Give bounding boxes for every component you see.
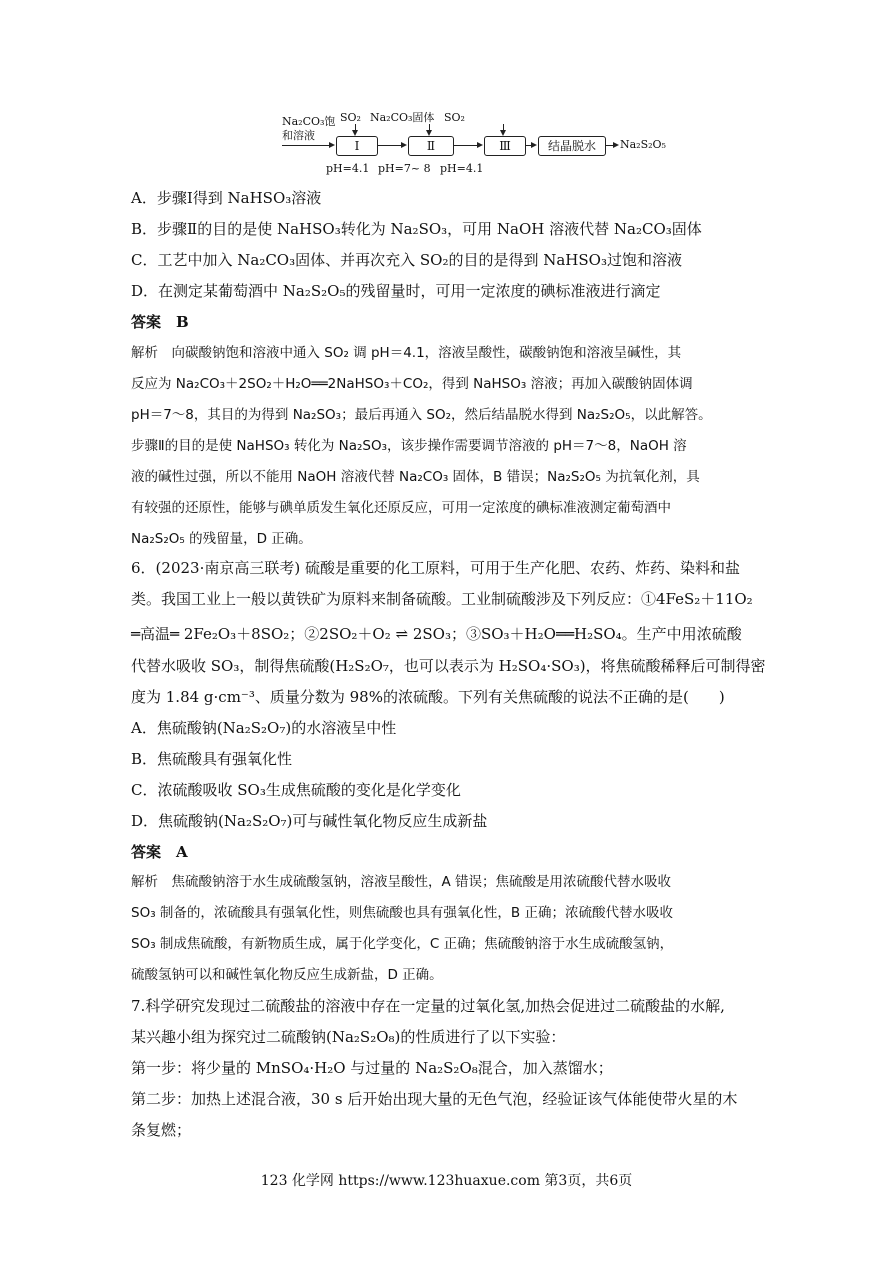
flow-step-1: Ⅰ — [336, 136, 378, 156]
option-c: C．浓硫酸吸收 SO₃生成焦硫酸的变化是化学变化 — [131, 781, 461, 799]
flow-step-2: Ⅱ — [408, 136, 454, 156]
flow-ph-label: pH=4.1 — [326, 162, 370, 175]
question-6: 类。我国工业上一般以黄铁矿为原料来制备硫酸。工业制硫酸涉及下列反应：①4FeS₂＋11O₂ — [131, 590, 753, 608]
option-c: C．工艺中加入 Na₂CO₃固体、并再次充入 SO₂的目的是得到 NaHSO₃过饱和溶液 — [131, 251, 682, 269]
flow-step-3: Ⅲ — [484, 136, 526, 156]
question-6-reactions: ═高温═ 2Fe₂O₃＋8SO₂；②2SO₂＋O₂ ⇌ 2SO₃；③SO₃＋H₂O══H₂SO₄。生产中用浓硫酸 — [131, 625, 742, 643]
analysis-line: 解析 焦硫酸钠溶于水生成硫酸氢钠，溶液呈酸性，A 错误；焦硫酸是用浓硫酸代替水吸收 — [131, 874, 672, 890]
flow-product: Na₂S₂O₅ — [620, 138, 666, 151]
option-b: B．步骤Ⅱ的目的是使 NaHSO₃转化为 Na₂SO₃，可用 NaOH 溶液代替 Na₂CO₃固体 — [131, 220, 702, 238]
process-flow-diagram — [280, 108, 666, 180]
option-a: A．焦硫酸钠(Na₂S₂O₇)的水溶液呈中性 — [131, 719, 397, 737]
analysis-line: Na₂S₂O₅ 的残留量，D 正确。 — [131, 531, 312, 547]
analysis-line: 有较强的还原性，能够与碘单质发生氧化还原反应，可用一定浓度的碘标准液测定葡萄酒中 — [131, 500, 671, 516]
question-7-step1: 第一步：将少量的 MnSO₄·H₂O 与过量的 Na₂S₂O₈混合，加入蒸馏水； — [131, 1059, 613, 1077]
question-7-step2: 条复燃； — [131, 1121, 192, 1139]
page-footer: 123 化学网 https://www.123huaxue.com 第3页，共6页 — [260, 1173, 633, 1189]
flow-ph-label: pH=4.1 — [440, 162, 484, 175]
flow-input-na2co3: Na₂CO₃固体 — [370, 111, 435, 124]
question-7-step2: 第二步：加热上述混合液，30 s 后开始出现大量的无色气泡，经验证该气体能使带火星的木 — [131, 1090, 738, 1108]
question-6: 代替水吸收 SO₃，制得焦硫酸(H₂S₂O₇，也可以表示为 H₂SO₄·SO₃)，将焦硫酸稀释后可制得密 — [131, 657, 766, 675]
flow-input-so2: SO₂ — [340, 111, 361, 124]
answer-label: 答案 A — [131, 843, 188, 861]
flow-step-crystallize: 结晶脱水 — [538, 136, 606, 156]
option-d: D．在测定某葡萄酒中 Na₂S₂O₅的残留量时，可用一定浓度的碘标准液进行滴定 — [131, 282, 661, 300]
analysis-line: 步骤Ⅱ的目的是使 NaHSO₃ 转化为 Na₂SO₃，该步操作需要调节溶液的 pH＝7～8，NaOH 溶 — [131, 438, 687, 454]
question-7: 7.科学研究发现过二硫酸盐的溶液中存在一定量的过氧化氢,加热会促进过二硫酸盐的水解, — [131, 997, 725, 1015]
analysis-line: SO₃ 制成焦硫酸，有新物质生成，属于化学变化，C 正确；焦硫酸钠溶于水生成硫酸氢钠， — [131, 936, 674, 952]
question-6: 度为 1.84 g·cm⁻³、质量分数为 98%的浓硫酸。下列有关焦硫酸的说法不正确的是( ) — [131, 688, 725, 706]
analysis-line: 解析 向碳酸钠饱和溶液中通入 SO₂ 调 pH＝4.1，溶液呈酸性，碳酸钠饱和溶液呈碱性，其 — [131, 345, 682, 361]
flow-start-label: Na₂CO₃饱 — [282, 115, 336, 128]
analysis-line: 硫酸氢钠可以和碱性氧化物反应生成新盐，D 正确。 — [131, 967, 443, 983]
analysis-line: 反应为 Na₂CO₃＋2SO₂＋H₂O══2NaHSO₃＋CO₂，得到 NaHSO₃ 溶液；再加入碳酸钠固体调 — [131, 376, 693, 392]
flow-input-so2: SO₂ — [444, 111, 465, 124]
option-b: B．焦硫酸具有强氧化性 — [131, 750, 293, 768]
question-6: 6．(2023·南京高三联考) 硫酸是重要的化工原料，可用于生产化肥、农药、炸药、染料和盐 — [131, 559, 740, 577]
flow-ph-label: pH=7~ 8 — [378, 162, 431, 175]
analysis-line: 液的碱性过强，所以不能用 NaOH 溶液代替 Na₂CO₃ 固体，B 错误；Na₂S₂O₅ 为抗氧化剂，具 — [131, 469, 700, 485]
answer-label: 答案 B — [131, 313, 189, 331]
flow-start-label: 和溶液 — [282, 129, 315, 142]
analysis-line: pH＝7～8，其目的为得到 Na₂SO₃；最后再通入 SO₂，然后结晶脱水得到 Na₂S₂O₅，以此解答。 — [131, 407, 712, 423]
analysis-line: SO₃ 制备的，浓硫酸具有强氧化性，则焦硫酸也具有强氧化性，B 正确；浓硫酸代替水吸收 — [131, 905, 673, 921]
option-a: A．步骤Ⅰ得到 NaHSO₃溶液 — [131, 189, 322, 207]
option-d: D．焦硫酸钠(Na₂S₂O₇)可与碱性氧化物反应生成新盐 — [131, 812, 488, 830]
question-7: 某兴趣小组为探究过二硫酸钠(Na₂S₂O₈)的性质进行了以下实验： — [131, 1028, 566, 1046]
